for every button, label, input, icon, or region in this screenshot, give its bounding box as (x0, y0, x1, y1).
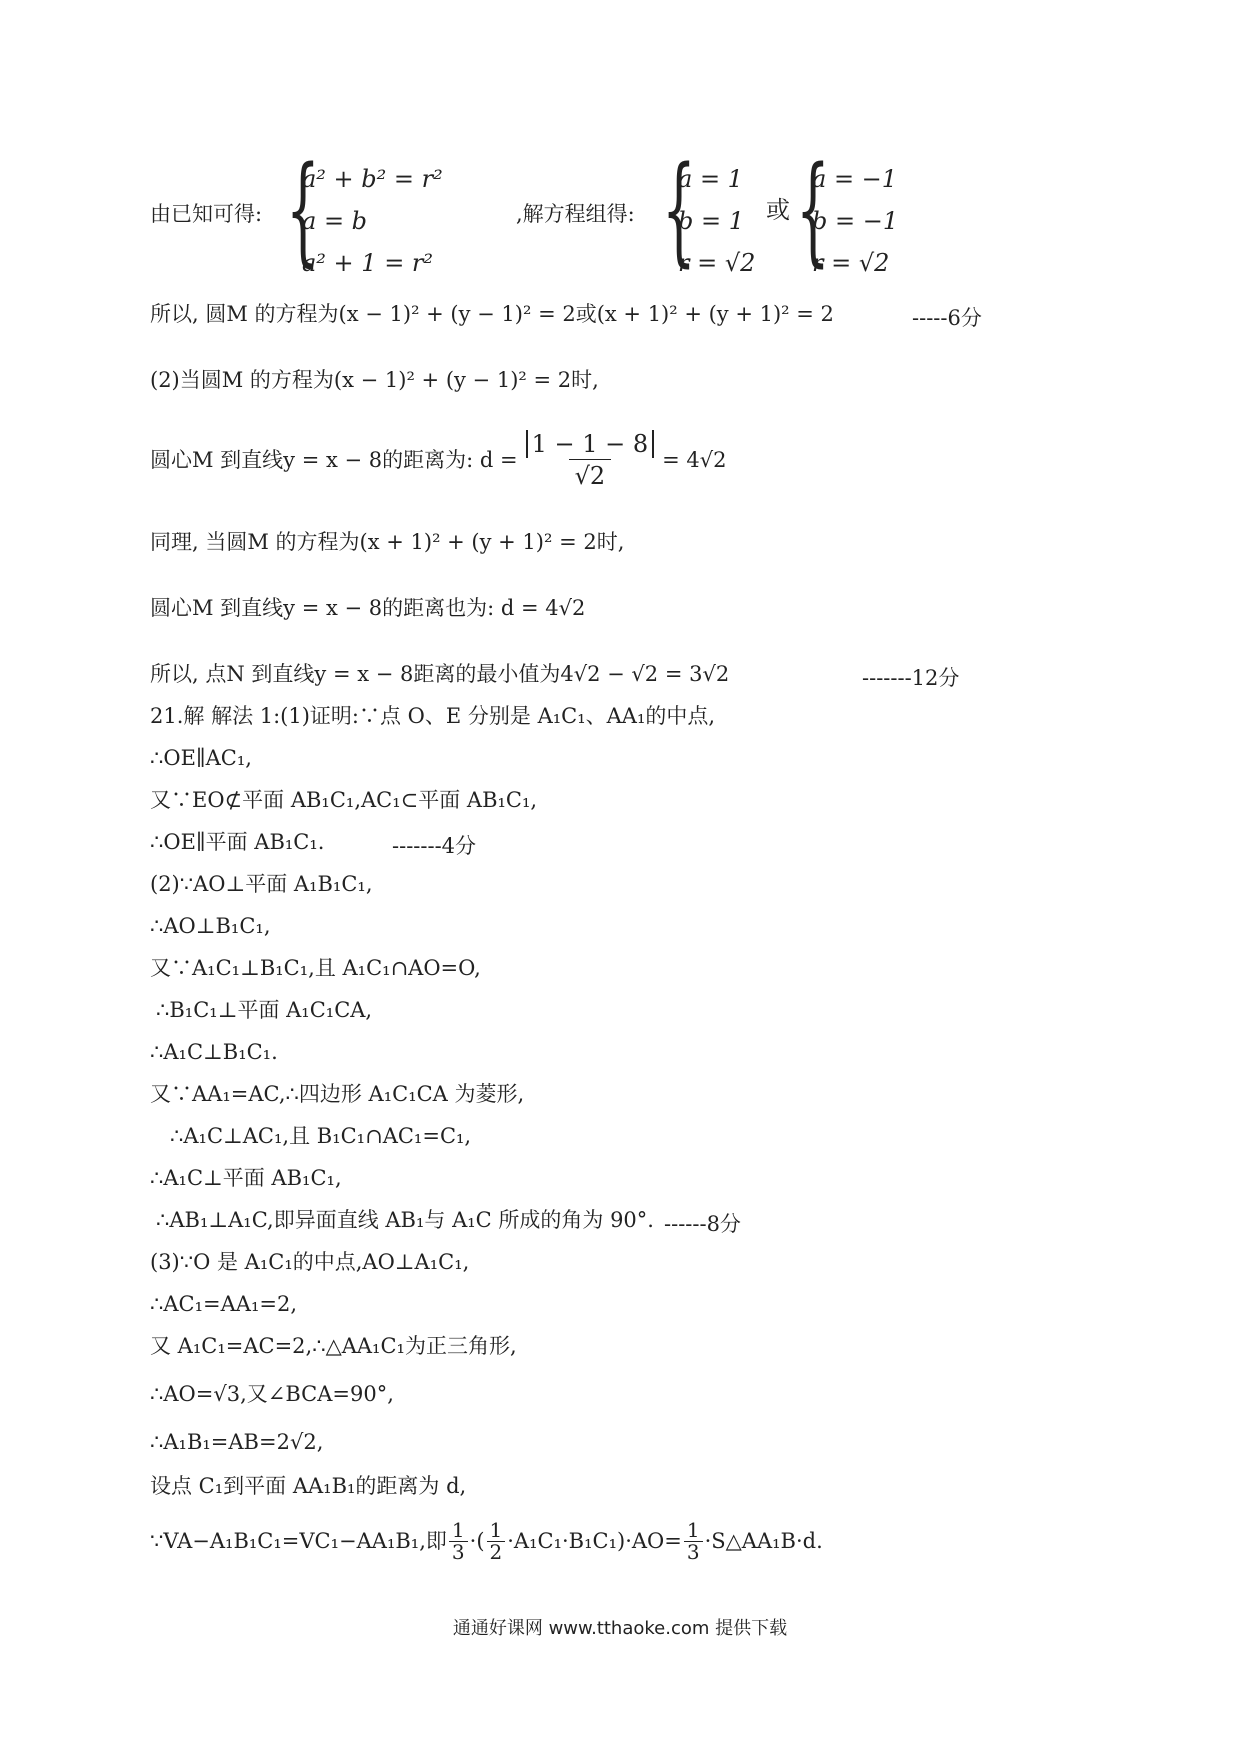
proof-line: ∴AC₁=AA₁=2, (150, 1292, 297, 1316)
text-segment: ∵VA−A₁B₁C₁=VC₁−AA₁B₁,即 (150, 1528, 447, 1553)
fraction-denominator: √2 (569, 459, 612, 491)
proof-line: 又∵A₁C₁⊥B₁C₁,且 A₁C₁∩AO=O, (150, 956, 481, 980)
equation: b = 1 (678, 207, 744, 235)
text-segment: ·( (469, 1528, 485, 1553)
fraction (449, 1520, 468, 1563)
distance-fraction (522, 430, 659, 491)
equation: a² + b² = r² (302, 165, 443, 193)
fraction-numerator: 1 (489, 1518, 503, 1542)
equation: a = −1 (812, 165, 898, 193)
left-brace: { (286, 140, 320, 278)
or-word: 或 (766, 196, 790, 224)
fraction (684, 1520, 703, 1563)
proof-line: ∴B₁C₁⊥平面 A₁C₁CA, (156, 998, 373, 1022)
proof-line: ∴OE∥平面 AB₁C₁. (150, 830, 325, 854)
score-mark: ------8分 (664, 1212, 741, 1236)
proof-line: ∴OE∥AC₁, (150, 746, 252, 770)
equation: a = b (302, 207, 368, 235)
proof-line: 又∵AA₁=AC,∴四边形 A₁C₁CA 为菱形, (150, 1082, 525, 1106)
distance-prefix: 圆心M 到直线y = x − 8的距离为: d = (150, 447, 518, 472)
fraction-denominator: 3 (449, 1541, 468, 1563)
proof-line: 又 A₁C₁=AC=2,∴△AA₁C₁为正三角形, (150, 1334, 517, 1358)
min-distance-line: 所以, 点N 到直线y = x − 8距离的最小值为4√2 − √2 = 3√2 (150, 662, 730, 686)
proof-line: ∴A₁C⊥AC₁,且 B₁C₁∩AC₁=C₁, (170, 1124, 472, 1148)
proof-line: ∴AO⊥B₁C₁, (150, 914, 271, 938)
proof-line: 设点 C₁到平面 AA₁B₁的距离为 d, (150, 1474, 467, 1498)
equation: r = √2 (812, 249, 890, 277)
volume-equation-line (150, 1520, 823, 1563)
score-mark: -------4分 (392, 834, 477, 858)
fraction-denominator: 3 (684, 1541, 703, 1563)
footer-text: 通通好课网 www.tthaoke.com 提供下载 (452, 1618, 788, 1639)
equation: r = √2 (678, 249, 756, 277)
given-label: 由已知可得: (150, 202, 263, 226)
proof-line: (3)∵O 是 A₁C₁的中点,AO⊥A₁C₁, (150, 1250, 470, 1274)
left-brace: { (662, 140, 696, 278)
proof-line: ∴A₁B₁=AB=2√2, (150, 1430, 324, 1454)
equation: b = −1 (812, 207, 899, 235)
fraction-numerator: 1 − 1 − 8 (526, 430, 655, 458)
equation: a = 1 (678, 165, 743, 193)
circle-equation-line: 所以, 圆M 的方程为(x − 1)² + (y − 1)² = 2或(x + 1)² + (y + 1)² = 2 (150, 302, 834, 326)
fraction-denominator: 2 (487, 1541, 506, 1563)
distance-also-line: 圆心M 到直线y = x − 8的距离也为: d = 4√2 (150, 596, 586, 620)
text-segment: ·A₁C₁·B₁C₁)·AO= (507, 1528, 682, 1553)
score-mark: -------12分 (862, 666, 960, 690)
proof-line: ∴AB₁⊥A₁C,即异面直线 AB₁与 A₁C 所成的角为 90°. (156, 1208, 654, 1232)
part2-line: (2)当圆M 的方程为(x − 1)² + (y − 1)² = 2时, (150, 368, 599, 392)
distance-result: = 4√2 (662, 447, 727, 472)
fraction-numerator: 1 (451, 1518, 465, 1542)
fraction-numerator: 1 (686, 1518, 700, 1542)
distance-line (150, 430, 727, 491)
equation: a² + 1 = r² (302, 249, 434, 277)
text-segment: ·S△AA₁B·d. (704, 1528, 823, 1553)
proof-line: ∴A₁C⊥B₁C₁. (150, 1040, 278, 1064)
score-mark: -----6分 (912, 306, 982, 330)
proof-line: ∴AO=√3,又∠BCA=90°, (150, 1382, 394, 1406)
proof-line: (2)∵AO⊥平面 A₁B₁C₁, (150, 872, 373, 896)
q21-line: 21.解 解法 1:(1)证明:∵点 O、E 分别是 A₁C₁、AA₁的中点, (150, 704, 716, 728)
solve-label: ,解方程组得: (516, 202, 635, 226)
similarly-line: 同理, 当圆M 的方程为(x + 1)² + (y + 1)² = 2时, (150, 530, 625, 554)
fraction (487, 1520, 506, 1563)
proof-line: ∴A₁C⊥平面 AB₁C₁, (150, 1166, 342, 1190)
proof-line: 又∵EO⊄平面 AB₁C₁,AC₁⊂平面 AB₁C₁, (150, 788, 538, 812)
left-brace: { (796, 140, 830, 278)
